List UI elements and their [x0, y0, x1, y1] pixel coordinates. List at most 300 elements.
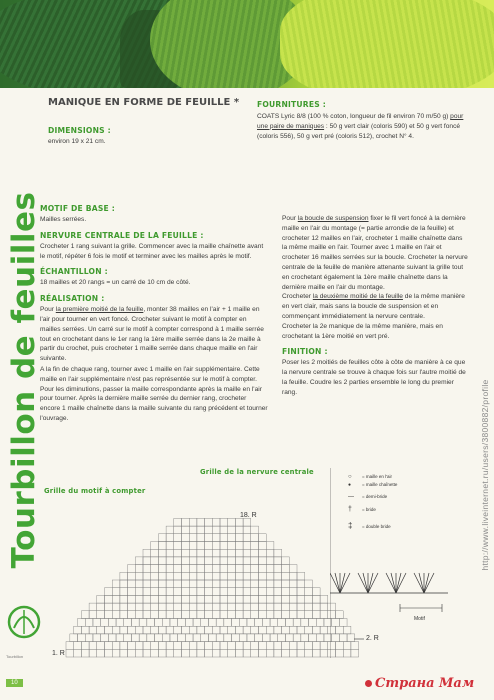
- grid-cell: [158, 611, 166, 619]
- grid-cell: [193, 634, 201, 642]
- grid-cell: [205, 549, 213, 557]
- grid-cell: [70, 634, 78, 642]
- grid-cell: [135, 588, 143, 596]
- grid-cell: [116, 634, 124, 642]
- grid-cell: [212, 611, 220, 619]
- grid-cell: [131, 619, 139, 627]
- grid-cell: [235, 549, 243, 557]
- rib-stitch: [368, 573, 373, 593]
- grid-cell: [282, 588, 290, 596]
- grid-cell: [289, 649, 297, 657]
- grid-cell: [105, 611, 113, 619]
- grid-cell: [243, 557, 251, 565]
- grid-cell: [189, 588, 197, 596]
- grid-cell: [124, 634, 132, 642]
- grid-cell: [251, 534, 259, 542]
- grid-cell: [143, 595, 151, 603]
- grid-cell: [320, 649, 328, 657]
- grid-cell: [182, 603, 190, 611]
- legend-label-tr: = double bride: [362, 524, 391, 529]
- grid-cell: [274, 649, 282, 657]
- grid-cell: [158, 603, 166, 611]
- grid-cell: [66, 642, 74, 650]
- grid-cell: [235, 557, 243, 565]
- grid-cell: [259, 542, 267, 550]
- grid-cell: [182, 626, 190, 634]
- grid-cell: [147, 634, 155, 642]
- grid-cell: [312, 642, 320, 650]
- grid-cell: [297, 649, 305, 657]
- count-chart-label: Grille du motif à compter: [44, 487, 146, 495]
- grid-cell: [251, 649, 259, 657]
- grid-cell: [174, 549, 182, 557]
- grid-cell: [158, 626, 166, 634]
- grid-cell: [135, 580, 143, 588]
- grid-cell: [197, 557, 205, 565]
- grid-cell: [112, 642, 120, 650]
- row-label-1: 1. R: [52, 650, 65, 657]
- grid-cell: [105, 588, 113, 596]
- grid-cell: [189, 626, 197, 634]
- pattern-title: MANIQUE EN FORME DE FEUILLE *: [48, 97, 240, 108]
- grid-cell: [220, 649, 228, 657]
- grid-cell: [105, 642, 113, 650]
- rib-stitch: [396, 573, 401, 593]
- leaf-logo-icon: [6, 602, 42, 642]
- grid-cell: [105, 649, 113, 657]
- grid-cell: [151, 626, 159, 634]
- grid-cell: [158, 542, 166, 550]
- grid-cell: [166, 642, 174, 650]
- grid-cell: [289, 603, 297, 611]
- grid-cell: [212, 580, 220, 588]
- grid-cell: [197, 588, 205, 596]
- grid-cell: [205, 611, 213, 619]
- grid-cell: [112, 649, 120, 657]
- grid-cell: [274, 611, 282, 619]
- grid-cell: [182, 611, 190, 619]
- row-label-18: 18. R: [240, 512, 257, 519]
- grid-cell: [174, 572, 182, 580]
- grid-cell: [251, 526, 259, 534]
- grid-cells: [66, 518, 359, 657]
- grid-cell: [205, 603, 213, 611]
- legend-symbol-chain: ○: [348, 474, 352, 480]
- grid-cell: [178, 619, 186, 627]
- grid-cell: [182, 518, 190, 526]
- grid-cell: [239, 619, 247, 627]
- grid-cell: [251, 557, 259, 565]
- grid-cell: [162, 634, 170, 642]
- grid-cell: [232, 634, 240, 642]
- grid-cell: [312, 588, 320, 596]
- grid-cell: [166, 588, 174, 596]
- grid-cell: [174, 642, 182, 650]
- grid-cell: [274, 603, 282, 611]
- grid-cell: [135, 595, 143, 603]
- grid-cell: [135, 611, 143, 619]
- grid-cell: [282, 580, 290, 588]
- grid-cell: [182, 642, 190, 650]
- grid-cell: [216, 634, 224, 642]
- grid-cell: [189, 518, 197, 526]
- grid-cell: [259, 557, 267, 565]
- grid-cell: [166, 534, 174, 542]
- rib-stitch: [340, 573, 345, 593]
- grid-cell: [158, 572, 166, 580]
- grid-cell: [166, 580, 174, 588]
- grid-cell: [151, 549, 159, 557]
- rib-fans: [330, 573, 434, 593]
- grid-cell: [158, 534, 166, 542]
- grid-cell: [259, 588, 267, 596]
- grid-cell: [247, 619, 255, 627]
- grid-cell: [135, 557, 143, 565]
- legend: [348, 474, 398, 530]
- grid-cell: [135, 565, 143, 573]
- grid-cell: [235, 588, 243, 596]
- grid-cell: [228, 642, 236, 650]
- grid-cell: [285, 634, 293, 642]
- grid-cell: [166, 542, 174, 550]
- grid-cell: [220, 572, 228, 580]
- grid-cell: [289, 588, 297, 596]
- grid-cell: [128, 595, 136, 603]
- grid-cell: [224, 619, 232, 627]
- grid-cell: [266, 642, 274, 650]
- grid-cell: [143, 557, 151, 565]
- grid-cell: [282, 595, 290, 603]
- grid-cell: [220, 626, 228, 634]
- rib-stitch: [340, 573, 350, 593]
- grid-cell: [297, 588, 305, 596]
- grid-cell: [182, 572, 190, 580]
- grid-cell: [189, 595, 197, 603]
- grid-cell: [239, 634, 247, 642]
- grid-cell: [289, 572, 297, 580]
- grid-cell: [135, 603, 143, 611]
- grid-cell: [266, 588, 274, 596]
- grid-cell: [243, 649, 251, 657]
- grid-cell: [228, 534, 236, 542]
- grid-cell: [228, 626, 236, 634]
- grid-cell: [120, 580, 128, 588]
- grid-cell: [135, 572, 143, 580]
- grid-cell: [305, 642, 313, 650]
- grid-cell: [189, 557, 197, 565]
- grid-cell: [228, 557, 236, 565]
- paragraph-second-manique: Crocheter la 2e manique de la même manière, mais en crochetant la 1ère moitié en vert pré.: [282, 322, 443, 340]
- grid-cell: [143, 642, 151, 650]
- grid-cell: [120, 611, 128, 619]
- grid-cell: [235, 542, 243, 550]
- watermark: http://www.liveinternet.ru/users/3800882/profile: [480, 379, 490, 571]
- grid-cell: [266, 557, 274, 565]
- grid-cell: [305, 588, 313, 596]
- grid-cell: [120, 626, 128, 634]
- grid-cell: [320, 626, 328, 634]
- grid-cell: [228, 526, 236, 534]
- grid-cell: [235, 603, 243, 611]
- grid-cell: [189, 649, 197, 657]
- dimensions-heading: DIMENSIONS :: [48, 126, 111, 135]
- grid-cell: [316, 634, 324, 642]
- grid-cell: [74, 626, 82, 634]
- rib-chart: [330, 468, 470, 668]
- rib-stitch: [424, 573, 429, 593]
- grid-cell: [247, 634, 255, 642]
- grid-cell: [305, 603, 313, 611]
- grid-cell: [278, 619, 286, 627]
- grid-cell: [201, 619, 209, 627]
- grid-cell: [166, 595, 174, 603]
- grid-cell: [139, 619, 147, 627]
- grid-cell: [228, 572, 236, 580]
- grid-cell: [274, 572, 282, 580]
- section-text-2: A la fin de chaque rang, tourner avec 1 maille en l'air supplémentaire. Cette maille en l'air supplémentaire n'est pas représentée sur le motif à compter. Pour les diminutions, passer la maille correspondante après la maille en l'air pour tourner. Après la dernière maille serrée du dernier rang, crocheter encore 1 maille chaînette dans la maille suivante du rang précédent et tourner l'ouvrage.: [40, 365, 268, 422]
- grid-cell: [289, 626, 297, 634]
- section-text: Pour la première moitié de la feuille, monter 38 mailles en l'air + 1 maille en l'air pour tourner en vert foncé. Crocheter suivant le motif à compter en mailles serrées. Un carré sur le motif à compter correspond à 1 maille serrée tout en crochetant dans le 1er rang la 1ère maille serrée dans la 2e maille à partir du crochet, puis crocheter 1 maille serrée dans chaque maille en l'air suivante.: [40, 306, 264, 363]
- grid-cell: [89, 642, 97, 650]
- grid-cell: [320, 642, 328, 650]
- grid-cell: [259, 580, 267, 588]
- grid-cell: [197, 542, 205, 550]
- grid-cell: [197, 526, 205, 534]
- grid-cell: [274, 565, 282, 573]
- grid-cell: [197, 518, 205, 526]
- grid-cell: [220, 526, 228, 534]
- rib-stitch: [368, 573, 378, 593]
- grid-cell: [305, 580, 313, 588]
- grid-cell: [259, 572, 267, 580]
- grid-cell: [274, 557, 282, 565]
- grid-cell: [143, 572, 151, 580]
- rib-stitch: [396, 573, 406, 593]
- grid-cell: [131, 634, 139, 642]
- grid-cell: [174, 542, 182, 550]
- grid-cell: [297, 642, 305, 650]
- grid-cell: [220, 549, 228, 557]
- grid-cell: [235, 595, 243, 603]
- grid-cell: [189, 603, 197, 611]
- grid-cell: [243, 518, 251, 526]
- section-echantillon: [40, 267, 268, 288]
- grid-cell: [166, 526, 174, 534]
- grid-cell: [212, 603, 220, 611]
- grid-cell: [108, 634, 116, 642]
- grid-cell: [174, 649, 182, 657]
- grid-cell: [220, 580, 228, 588]
- grid-cell: [128, 603, 136, 611]
- grid-cell: [170, 619, 178, 627]
- grid-cell: [158, 595, 166, 603]
- grid-cell: [235, 642, 243, 650]
- grid-cell: [220, 642, 228, 650]
- grid-cell: [297, 572, 305, 580]
- grid-cell: [105, 595, 113, 603]
- grid-cell: [259, 595, 267, 603]
- grid-cell: [305, 649, 313, 657]
- grid-cell: [89, 611, 97, 619]
- grid-cell: [220, 603, 228, 611]
- grid-cell: [235, 565, 243, 573]
- grid-cell: [120, 649, 128, 657]
- grid-cell: [259, 626, 267, 634]
- grid-cell: [212, 542, 220, 550]
- grid-cell: [243, 572, 251, 580]
- grid-cell: [212, 565, 220, 573]
- grid-cell: [174, 595, 182, 603]
- grid-cell: [143, 649, 151, 657]
- grid-cell: [312, 626, 320, 634]
- grid-cell: [85, 619, 93, 627]
- grid-cell: [309, 634, 317, 642]
- grid-cell: [243, 565, 251, 573]
- grid-cell: [212, 549, 220, 557]
- grid-cell: [212, 595, 220, 603]
- grid-cell: [128, 649, 136, 657]
- legend-symbol-tr: ‡: [348, 521, 353, 530]
- grid-cell: [128, 565, 136, 573]
- grid-cell: [158, 580, 166, 588]
- grid-cell: [282, 611, 290, 619]
- grid-cell: [143, 580, 151, 588]
- grid-cell: [301, 619, 309, 627]
- grid-cell: [205, 557, 213, 565]
- legend-label-hdc: = demi-bride: [362, 494, 388, 499]
- grid-cell: [289, 565, 297, 573]
- grid-cell: [143, 588, 151, 596]
- grid-cell: [228, 588, 236, 596]
- grid-cell: [297, 595, 305, 603]
- grid-cell: [220, 542, 228, 550]
- grid-cell: [182, 534, 190, 542]
- grid-cell: [212, 534, 220, 542]
- grid-cell: [189, 611, 197, 619]
- grid-cell: [243, 595, 251, 603]
- grid-cell: [158, 642, 166, 650]
- rib-stitch: [391, 573, 396, 593]
- finition-text: Poser les 2 moitiés de feuilles côte à côte de manière à ce que la nervure centrale se trouve à chaque fois sur l'autre moitié de la feuille. Coudre les 2 parties ensemble le long du premier rang.: [282, 359, 466, 396]
- grid-cell: [297, 626, 305, 634]
- grid-cell: [228, 518, 236, 526]
- grid-cell: [251, 580, 259, 588]
- grid-cell: [89, 649, 97, 657]
- section-heading: RÉALISATION :: [40, 294, 105, 304]
- rib-stitch: [363, 573, 368, 593]
- legend-label-chain: = maille en l'air: [362, 474, 392, 479]
- grid-cell: [235, 534, 243, 542]
- grid-cell: [158, 565, 166, 573]
- grid-cell: [174, 626, 182, 634]
- grid-cell: [112, 603, 120, 611]
- grid-cell: [266, 549, 274, 557]
- rib-stitch: [330, 573, 340, 593]
- grid-cell: [166, 626, 174, 634]
- grid-cell: [120, 572, 128, 580]
- grid-cell: [189, 549, 197, 557]
- grid-cell: [274, 588, 282, 596]
- right-column: [282, 214, 468, 399]
- grid-cell: [143, 549, 151, 557]
- grid-cell: [182, 595, 190, 603]
- grid-cell: [182, 526, 190, 534]
- grid-cell: [81, 649, 89, 657]
- grid-cell: [166, 549, 174, 557]
- grid-cell: [235, 572, 243, 580]
- grid-cell: [205, 526, 213, 534]
- grid-cell: [201, 634, 209, 642]
- grid-cell: [170, 634, 178, 642]
- grid-cell: [220, 557, 228, 565]
- finition-heading: FINITION :: [282, 347, 328, 357]
- grid-cell: [305, 595, 313, 603]
- grid-cell: [151, 580, 159, 588]
- grid-cell: [197, 549, 205, 557]
- grid-cell: [143, 565, 151, 573]
- section-text: Crocheter 1 rang suivant la grille. Commencer avec la maille chaînette avant le motif, répéter 6 fois le motif et terminer avec les mailles après le motif.: [40, 242, 264, 260]
- grid-cell: [212, 557, 220, 565]
- grid-cell: [128, 611, 136, 619]
- grid-cell: [155, 619, 163, 627]
- grid-cell: [208, 619, 216, 627]
- grid-cell: [197, 572, 205, 580]
- rib-stitch: [335, 573, 340, 593]
- grid-cell: [235, 611, 243, 619]
- grid-cell: [205, 534, 213, 542]
- rib-stitch: [386, 573, 396, 593]
- grid-cell: [93, 634, 101, 642]
- grid-cell: [197, 649, 205, 657]
- grid-cell: [124, 619, 132, 627]
- grid-cell: [320, 611, 328, 619]
- grid-cell: [197, 534, 205, 542]
- vertical-title: Tourbillon de feuilles: [6, 191, 42, 569]
- grid-cell: [151, 595, 159, 603]
- grid-cell: [274, 642, 282, 650]
- grid-cell: [97, 611, 105, 619]
- grid-cell: [212, 588, 220, 596]
- grid-cell: [81, 626, 89, 634]
- grid-cell: [228, 549, 236, 557]
- grid-cell: [282, 642, 290, 650]
- grid-cell: [205, 595, 213, 603]
- grid-cell: [189, 534, 197, 542]
- grid-cell: [74, 649, 82, 657]
- grid-cell: [205, 565, 213, 573]
- grid-cell: [189, 542, 197, 550]
- grid-cell: [174, 603, 182, 611]
- grid-cell: [189, 526, 197, 534]
- grid-cell: [289, 595, 297, 603]
- grid-cell: [197, 595, 205, 603]
- grid-cell: [251, 642, 259, 650]
- grid-cell: [151, 565, 159, 573]
- grid-cell: [151, 542, 159, 550]
- grid-cell: [289, 642, 297, 650]
- grid-cell: [174, 580, 182, 588]
- grid-cell: [270, 619, 278, 627]
- legend-label-slip: = maille chaînette: [362, 482, 398, 487]
- legend-symbol-slip: ●: [348, 482, 352, 488]
- dimensions-text: environ 19 x 21 cm.: [48, 138, 106, 145]
- grid-cell: [128, 642, 136, 650]
- grid-cell: [262, 619, 270, 627]
- grid-cell: [81, 611, 89, 619]
- brand-logo: Страна Мам: [375, 676, 475, 691]
- grid-cell: [135, 649, 143, 657]
- magazine-name: Tourbillon: [6, 654, 24, 659]
